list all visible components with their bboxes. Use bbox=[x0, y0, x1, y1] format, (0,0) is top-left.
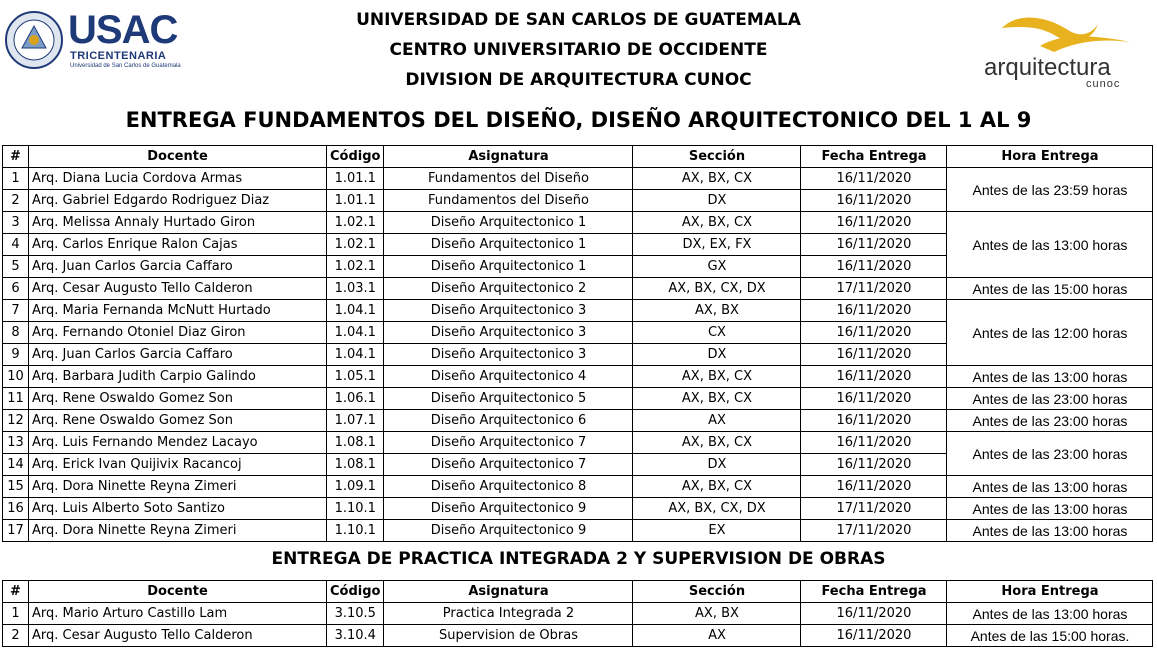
cell-codigo: 1.02.1 bbox=[327, 234, 384, 256]
cell-hora: Antes de las 23:00 horas bbox=[947, 388, 1153, 410]
cell-fecha: 16/11/2020 bbox=[801, 212, 947, 234]
cell-fecha: 16/11/2020 bbox=[801, 234, 947, 256]
col-header-docente: Docente bbox=[29, 581, 327, 603]
cell-number: 16 bbox=[3, 498, 29, 520]
cell-asignatura: Diseño Arquitectonico 3 bbox=[384, 344, 633, 366]
col-header-number: # bbox=[3, 146, 29, 168]
col-header-asignatura: Asignatura bbox=[384, 146, 633, 168]
cell-docente: Arq. Juan Carlos Garcia Caffaro bbox=[29, 344, 327, 366]
cell-docente: Arq. Dora Ninette Reyna Zimeri bbox=[29, 476, 327, 498]
table-row bbox=[3, 366, 1153, 388]
cell-docente: Arq. Juan Carlos Garcia Caffaro bbox=[29, 256, 327, 278]
col-header-asignatura: Asignatura bbox=[384, 581, 633, 603]
cell-hora: Antes de las 13:00 horas bbox=[947, 212, 1153, 278]
cell-codigo: 1.04.1 bbox=[327, 322, 384, 344]
cell-hora: Antes de las 13:00 horas bbox=[947, 520, 1153, 542]
arquitectura-logo-text: arquitectura bbox=[984, 54, 1111, 81]
cell-docente: Arq. Melissa Annaly Hurtado Giron bbox=[29, 212, 327, 234]
table-row bbox=[3, 625, 1153, 647]
cell-codigo: 1.02.1 bbox=[327, 212, 384, 234]
cell-codigo: 1.06.1 bbox=[327, 388, 384, 410]
arquitectura-swoosh-icon bbox=[980, 12, 1140, 56]
cell-hora: Antes de las 15:00 horas. bbox=[947, 625, 1153, 647]
table-header-row bbox=[3, 581, 1153, 603]
cell-codigo: 1.10.1 bbox=[327, 498, 384, 520]
cell-fecha: 16/11/2020 bbox=[801, 388, 947, 410]
cell-asignatura: Fundamentos del Diseño bbox=[384, 168, 633, 190]
cell-fecha: 16/11/2020 bbox=[801, 432, 947, 454]
cell-docente: Arq. Erick Ivan Quijivix Racancoj bbox=[29, 454, 327, 476]
cell-seccion: DX, EX, FX bbox=[633, 234, 801, 256]
cell-number: 14 bbox=[3, 454, 29, 476]
title-line-division: DIVISION DE ARQUITECTURA CUNOC bbox=[405, 70, 752, 90]
title-line-university: UNIVERSIDAD DE SAN CARLOS DE GUATEMALA bbox=[356, 10, 801, 30]
section1-title: ENTREGA FUNDAMENTOS DEL DISEÑO, DISEÑO ARQUITECTONICO DEL 1 AL 9 bbox=[125, 108, 1032, 132]
cell-fecha: 16/11/2020 bbox=[801, 190, 947, 212]
cell-docente: Arq. Luis Alberto Soto Santizo bbox=[29, 498, 327, 520]
cell-number: 7 bbox=[3, 300, 29, 322]
cell-seccion: AX, BX, CX bbox=[633, 212, 801, 234]
col-header-codigo: Código bbox=[327, 581, 384, 603]
cell-codigo: 1.02.1 bbox=[327, 256, 384, 278]
cell-seccion: AX, BX, CX, DX bbox=[633, 498, 801, 520]
cell-fecha: 16/11/2020 bbox=[801, 256, 947, 278]
cell-fecha: 16/11/2020 bbox=[801, 476, 947, 498]
cell-codigo: 1.08.1 bbox=[327, 432, 384, 454]
title-line-center: CENTRO UNIVERSITARIO DE OCCIDENTE bbox=[389, 40, 768, 60]
cell-seccion: GX bbox=[633, 256, 801, 278]
cell-seccion: AX, BX, CX bbox=[633, 432, 801, 454]
col-header-codigo: Código bbox=[327, 146, 384, 168]
cell-fecha: 16/11/2020 bbox=[801, 344, 947, 366]
cell-number: 11 bbox=[3, 388, 29, 410]
cell-codigo: 1.01.1 bbox=[327, 168, 384, 190]
cell-number: 3 bbox=[3, 212, 29, 234]
arquitectura-logo bbox=[980, 12, 1140, 92]
cell-fecha: 16/11/2020 bbox=[801, 625, 947, 647]
cell-number: 9 bbox=[3, 344, 29, 366]
cell-hora: Antes de las 13:00 horas bbox=[947, 498, 1153, 520]
cell-asignatura: Fundamentos del Diseño bbox=[384, 190, 633, 212]
cell-hora: Antes de las 15:00 horas bbox=[947, 278, 1153, 300]
cell-fecha: 16/11/2020 bbox=[801, 603, 947, 625]
usac-logo-text: USAC bbox=[68, 8, 178, 52]
cell-number: 1 bbox=[3, 603, 29, 625]
cell-seccion: AX, BX, CX bbox=[633, 366, 801, 388]
cell-seccion: AX, BX, CX, DX bbox=[633, 278, 801, 300]
cell-number: 2 bbox=[3, 190, 29, 212]
col-header-hora: Hora Entrega bbox=[947, 581, 1153, 603]
cell-codigo: 1.08.1 bbox=[327, 454, 384, 476]
col-header-docente: Docente bbox=[29, 146, 327, 168]
cell-seccion: AX, BX, CX bbox=[633, 476, 801, 498]
table-row bbox=[3, 410, 1153, 432]
cell-fecha: 17/11/2020 bbox=[801, 278, 947, 300]
col-header-fecha: Fecha Entrega bbox=[801, 146, 947, 168]
cell-seccion: DX bbox=[633, 454, 801, 476]
cell-asignatura: Diseño Arquitectonico 9 bbox=[384, 498, 633, 520]
cell-hora: Antes de las 13:00 horas bbox=[947, 476, 1153, 498]
cell-codigo: 1.04.1 bbox=[327, 300, 384, 322]
cell-seccion: DX bbox=[633, 190, 801, 212]
cell-seccion: DX bbox=[633, 344, 801, 366]
cell-asignatura: Diseño Arquitectonico 3 bbox=[384, 322, 633, 344]
cell-number: 13 bbox=[3, 432, 29, 454]
cell-docente: Arq. Rene Oswaldo Gomez Son bbox=[29, 388, 327, 410]
cell-number: 6 bbox=[3, 278, 29, 300]
cell-codigo: 1.03.1 bbox=[327, 278, 384, 300]
cell-fecha: 16/11/2020 bbox=[801, 410, 947, 432]
cell-fecha: 16/11/2020 bbox=[801, 168, 947, 190]
cell-codigo: 1.04.1 bbox=[327, 344, 384, 366]
cell-asignatura: Diseño Arquitectonico 8 bbox=[384, 476, 633, 498]
cell-asignatura: Practica Integrada 2 bbox=[384, 603, 633, 625]
usac-logo-subtitle: TRICENTENARIA bbox=[70, 50, 167, 62]
cell-asignatura: Diseño Arquitectonico 4 bbox=[384, 366, 633, 388]
cell-seccion: AX, BX, CX bbox=[633, 388, 801, 410]
cell-number: 1 bbox=[3, 168, 29, 190]
cell-asignatura: Diseño Arquitectonico 1 bbox=[384, 234, 633, 256]
cell-docente: Arq. Mario Arturo Castillo Lam bbox=[29, 603, 327, 625]
cell-docente: Arq. Cesar Augusto Tello Calderon bbox=[29, 278, 327, 300]
cell-asignatura: Diseño Arquitectonico 5 bbox=[384, 388, 633, 410]
cell-docente: Arq. Barbara Judith Carpio Galindo bbox=[29, 366, 327, 388]
table-row bbox=[3, 498, 1153, 520]
cell-asignatura: Diseño Arquitectonico 7 bbox=[384, 432, 633, 454]
cell-seccion: AX, BX bbox=[633, 300, 801, 322]
table-row bbox=[3, 212, 1153, 234]
cell-codigo: 3.10.5 bbox=[327, 603, 384, 625]
arquitectura-logo-sub: cunoc bbox=[1086, 78, 1121, 90]
cell-number: 17 bbox=[3, 520, 29, 542]
cell-docente: Arq. Diana Lucia Cordova Armas bbox=[29, 168, 327, 190]
cell-seccion: AX bbox=[633, 410, 801, 432]
cell-seccion: EX bbox=[633, 520, 801, 542]
table-row bbox=[3, 432, 1153, 454]
cell-hora: Antes de las 23:59 horas bbox=[947, 168, 1153, 212]
cell-hora: Antes de las 13:00 horas bbox=[947, 603, 1153, 625]
cell-codigo: 1.10.1 bbox=[327, 520, 384, 542]
cell-fecha: 16/11/2020 bbox=[801, 366, 947, 388]
table-row bbox=[3, 388, 1153, 410]
cell-fecha: 16/11/2020 bbox=[801, 300, 947, 322]
cell-hora: Antes de las 23:00 horas bbox=[947, 432, 1153, 476]
cell-docente: Arq. Dora Ninette Reyna Zimeri bbox=[29, 520, 327, 542]
cell-seccion: CX bbox=[633, 322, 801, 344]
cell-number: 2 bbox=[3, 625, 29, 647]
cell-codigo: 1.01.1 bbox=[327, 190, 384, 212]
cell-asignatura: Diseño Arquitectonico 2 bbox=[384, 278, 633, 300]
table-row bbox=[3, 168, 1153, 190]
cell-asignatura: Diseño Arquitectonico 7 bbox=[384, 454, 633, 476]
cell-hora: Antes de las 13:00 horas bbox=[947, 366, 1153, 388]
cell-docente: Arq. Maria Fernanda McNutt Hurtado bbox=[29, 300, 327, 322]
col-header-seccion: Sección bbox=[633, 146, 801, 168]
cell-seccion: AX bbox=[633, 625, 801, 647]
cell-number: 10 bbox=[3, 366, 29, 388]
table-row bbox=[3, 520, 1153, 542]
cell-docente: Arq. Carlos Enrique Ralon Cajas bbox=[29, 234, 327, 256]
cell-asignatura: Diseño Arquitectonico 1 bbox=[384, 212, 633, 234]
cell-codigo: 1.09.1 bbox=[327, 476, 384, 498]
cell-fecha: 17/11/2020 bbox=[801, 520, 947, 542]
cell-fecha: 16/11/2020 bbox=[801, 322, 947, 344]
cell-seccion: AX, BX, CX bbox=[633, 168, 801, 190]
cell-hora: Antes de las 12:00 horas bbox=[947, 300, 1153, 366]
cell-docente: Arq. Luis Fernando Mendez Lacayo bbox=[29, 432, 327, 454]
usac-logo-caption: Universidad de San Carlos de Guatemala bbox=[70, 63, 181, 69]
col-header-hora: Hora Entrega bbox=[947, 146, 1153, 168]
col-header-fecha: Fecha Entrega bbox=[801, 581, 947, 603]
cell-hora: Antes de las 23:00 horas bbox=[947, 410, 1153, 432]
cell-asignatura: Diseño Arquitectonico 9 bbox=[384, 520, 633, 542]
cell-docente: Arq. Gabriel Edgardo Rodriguez Diaz bbox=[29, 190, 327, 212]
cell-asignatura: Diseño Arquitectonico 1 bbox=[384, 256, 633, 278]
cell-number: 15 bbox=[3, 476, 29, 498]
table-row bbox=[3, 278, 1153, 300]
cell-asignatura: Diseño Arquitectonico 3 bbox=[384, 300, 633, 322]
table-header-row bbox=[3, 146, 1153, 168]
table-row bbox=[3, 476, 1153, 498]
col-header-seccion: Sección bbox=[633, 581, 801, 603]
cell-seccion: AX, BX bbox=[633, 603, 801, 625]
cell-docente: Arq. Rene Oswaldo Gomez Son bbox=[29, 410, 327, 432]
cell-number: 12 bbox=[3, 410, 29, 432]
cell-number: 4 bbox=[3, 234, 29, 256]
table-row bbox=[3, 603, 1153, 625]
cell-number: 8 bbox=[3, 322, 29, 344]
cell-codigo: 3.10.4 bbox=[327, 625, 384, 647]
cell-codigo: 1.07.1 bbox=[327, 410, 384, 432]
section2-title: ENTREGA DE PRACTICA INTEGRADA 2 Y SUPERVISION DE OBRAS bbox=[271, 549, 886, 569]
cell-fecha: 17/11/2020 bbox=[801, 498, 947, 520]
cell-fecha: 16/11/2020 bbox=[801, 454, 947, 476]
table-row bbox=[3, 300, 1153, 322]
cell-asignatura: Supervision de Obras bbox=[384, 625, 633, 647]
cell-codigo: 1.05.1 bbox=[327, 366, 384, 388]
section2-table bbox=[2, 580, 1153, 647]
cell-asignatura: Diseño Arquitectonico 6 bbox=[384, 410, 633, 432]
cell-number: 5 bbox=[3, 256, 29, 278]
cell-docente: Arq. Cesar Augusto Tello Calderon bbox=[29, 625, 327, 647]
col-header-number: # bbox=[3, 581, 29, 603]
cell-docente: Arq. Fernando Otoniel Diaz Giron bbox=[29, 322, 327, 344]
section1-table bbox=[2, 145, 1153, 542]
